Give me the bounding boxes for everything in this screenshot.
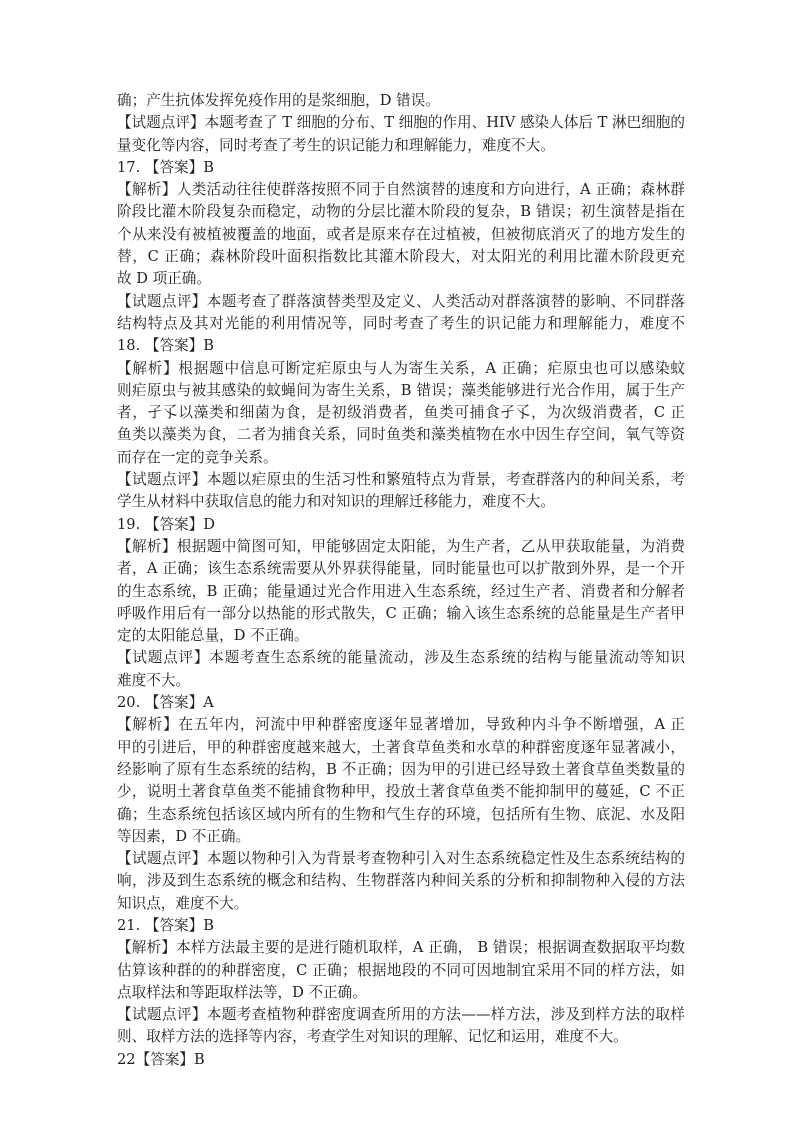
text-line: 则、取样方法的选择等内容，考查学生对知识的理解、记忆和运用，难度不大。 xyxy=(117,1028,628,1046)
text-line: 17. 【答案】B xyxy=(117,158,214,176)
text-line: 少，说明土著食草鱼类不能捕食物种甲，投放土著食草鱼类不能抑制甲的蔓延，C 不正 xyxy=(117,783,685,801)
text-line: 等因素，D 不正确。 xyxy=(117,827,251,845)
text-line: 【试题点评】本题考查生态系统的能量流动，涉及生态系统的结构与能量流动等知识 xyxy=(117,649,685,667)
text-line: 【试题点评】本题考查了群落演替类型及定义、人类活动对群落演替的影响、不同群落 xyxy=(117,292,685,310)
text-line: 响，涉及到生态系统的概念和结构、生物群落内种间关系的分析和抑制物种入侵的方法 xyxy=(117,872,685,890)
text-line: 【试题点评】本题以疟原虫的生活习性和繁殖特点为背景，考查群落内的种间关系，考 xyxy=(117,471,685,489)
text-line: 结构特点及其对光能的利用情况等，同时考查了考生的识记能力和理解能力，难度不 xyxy=(117,314,685,332)
text-line: 【解析】根据题中简图可知，甲能够固定太阳能，为生产者，乙从甲获取能量，为消费 xyxy=(117,537,685,555)
text-line: 确；生态系统包括该区域内所有的生物和气生存的环境，包括所有生物、底泥、水及阳 xyxy=(117,805,685,823)
text-line: 确；产生抗体发挥免疫作用的是浆细胞，D 错误。 xyxy=(117,92,440,109)
text-line: 呼吸作用后有一部分以热能的形式散失，C 正确；输入该生态系统的总能量是生产者甲 xyxy=(117,604,685,622)
text-line: 的生态系统，B 正确；能量通过光合作用进入生态系统，经过生产者、消费者和分解者 xyxy=(117,582,685,600)
text-line: 鱼类以藻类为食，二者为捕食关系，同时鱼类和藻类植物在水中因生存空间，氧气等资 xyxy=(117,426,685,444)
text-line: 量变化等内容，同时考查了考生的识记能力和理解能力，难度不大。 xyxy=(117,136,555,154)
text-line: 【解析】人类活动往往使群落按照不同于自然演替的速度和方向进行，A 正确；森林群 xyxy=(117,181,685,199)
text-line: 者，A 正确；该生态系统需要从外界获得能量，同时能量也可以扩散到外界，是一个开 xyxy=(117,560,685,578)
text-line: 知识点，难度不大。 xyxy=(117,894,249,912)
text-line: 而存在一定的竞争关系。 xyxy=(117,448,278,466)
text-line: 学生从材料中获取信息的能力和对知识的理解迁移能力，难度不大。 xyxy=(117,493,555,511)
text-line: 18. 【答案】B xyxy=(117,337,214,355)
text-line: 【解析】在五年内，河流中甲种群密度逐年显著增加，导致种内斗争不断增强，A 正 xyxy=(117,716,685,734)
text-line: 难度不大。 xyxy=(117,671,190,689)
text-line: 22【答案】B xyxy=(117,1050,205,1068)
text-line: 阶段比灌木阶段复杂而稳定，动物的分层比灌木阶段的复杂，B 错误；初生演替是指在 xyxy=(117,203,685,221)
text-line: 【试题点评】本题考查植物种群密度调查所用的方法——样方法，涉及到样方法的取样 xyxy=(117,1006,685,1024)
text-line: 替，C 正确；森林阶段叶面积指数比其灌木阶段大，对太阳光的利用比灌木阶段更充 xyxy=(117,248,685,266)
text-line: 20. 【答案】A xyxy=(117,694,214,712)
text-line: 【试题点评】本题考查了 T 细胞的分布、T 细胞的作用、HIV 感染人体后 T 淋巴细胞的 xyxy=(117,114,685,132)
text-line: 21. 【答案】B xyxy=(117,916,214,934)
text-line: 经影响了原有生态系统的结构，B 不正确；因为甲的引进已经导致土著食草鱼类数量的 xyxy=(117,760,685,778)
text-line: 【试题点评】本题以物种引入为背景考查物种引入对生态系统稳定性及生态系统结构的 xyxy=(117,850,685,868)
text-line: 估算该种群的的种群密度，C 正确；根据地段的不同可因地制宜采用不同的样方法，如 xyxy=(117,961,685,979)
text-line: 【解析】本样方法最主要的是进行随机取样，A 正确， B 错误；根据调查数据取平均数 xyxy=(117,939,685,957)
text-line: 【解析】根据题中信息可断定疟原虫与人为寄生关系，A 正确；疟原虫也可以感染蚊 xyxy=(117,359,685,377)
text-line: 甲的引进后，甲的种群密度越来越大，土著食草鱼类和水草的种群密度逐年显著减小， xyxy=(117,738,685,756)
text-line: 则疟原虫与被其感染的蚊蝇间为寄生关系，B 错误；藻类能够进行光合作用，属于生产 xyxy=(117,381,685,399)
text-line: 点取样法和等距取样法等，D 不正确。 xyxy=(117,983,367,1001)
text-line: 19. 【答案】D xyxy=(117,515,215,533)
text-line: 故 D 项正确。 xyxy=(117,270,211,288)
document-body xyxy=(117,90,685,1071)
text-line: 定的太阳能总量，D 不正确。 xyxy=(117,627,309,645)
text-line: 者，孑孓以藻类和细菌为食，是初级消费者，鱼类可捕食孑孓，为次级消费者，C 正 xyxy=(117,404,685,422)
text-line: 个从来没有被植被覆盖的地面，或者是原来存在过植被，但被彻底消灭了的地方发生的 xyxy=(117,225,685,243)
